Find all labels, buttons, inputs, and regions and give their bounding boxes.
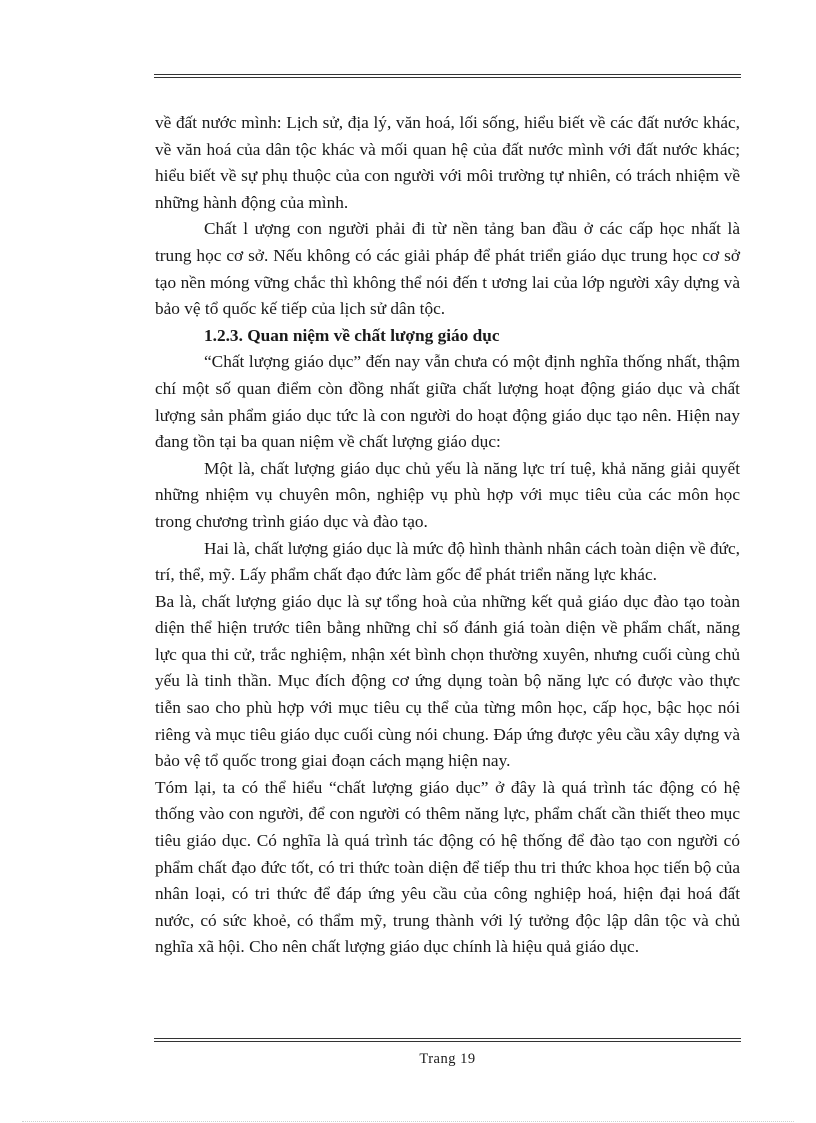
footer-rule-top [154, 1038, 741, 1039]
paragraph-2: Chất l ượng con người phải đi từ nền tảng ban đầu ở các cấp học nhất là trung học cơ sở. Nếu không có các giải pháp để phát triển giáo dục trung học cơ sở tạo nền móng vững chắc thì không thể nói đến t ương lai của lớp người xây dựng và bảo vệ tổ quốc kế tiếp của lịch sử dân tộc. [155, 219, 740, 319]
paragraph-3: “Chất lượng giáo dục” đến nay vẫn chưa có một định nghĩa thống nhất, thậm chí một số quan điểm còn đồng nhất giữa chất lượng hoạt động giáo dục và chất lượng sản phẩm giáo dục tức là con người do hoạt động giáo dục tạo nên. Hiện nay đang tồn tại ba quan niệm về chất lượng giáo dục: [155, 352, 740, 452]
paragraph-1: về đất nước mình: Lịch sử, địa lý, văn hoá, lối sống, hiểu biết về các đất nước khác, về văn hoá của dân tộc khác và mối quan hệ của đất nước mình với đất nước khác; hiểu biết về sự phụ thuộc của con người với môi trường tự nhiên, có trách nhiệm về những hành động của mình. [155, 113, 740, 212]
page-edge-dotted-line [22, 1121, 794, 1122]
header-rule-bottom [154, 77, 741, 78]
paragraph-4: Một là, chất lượng giáo dục chủ yếu là năng lực trí tuệ, khả năng giải quyết những nhiệm vụ chuyên môn, nghiệp vụ phù hợp với mục tiêu của các môn học trong chương trình giáo dục và đào tạo. [155, 458, 740, 531]
page-number: Trang 19 [419, 1051, 476, 1067]
footer-rule-bottom [154, 1041, 741, 1042]
section-heading: 1.2.3. Quan niệm về chất lượng giáo dục [204, 325, 500, 345]
paragraph-5: Hai là, chất lượng giáo dục là mức độ hình thành nhân cách toàn diện về đức, trí, thể, mỹ. Lấy phẩm chất đạo đức làm gốc để phát triển năng lực khác. [155, 538, 740, 585]
paragraph-7: Tóm lại, ta có thể hiểu “chất lượng giáo dục” ở đây là quá trình tác động có hệ thống vào con người, để con người có thêm năng lực, phẩm chất cần thiết theo mục tiêu giáo dục. Có nghĩa là quá trình tác động có hệ thống để đào tạo con người có phẩm chất đạo đức tốt, có tri thức toàn diện để tiếp thu tri thức khoa học tiến bộ của nhân loại, có tri thức để đáp ứng yêu cầu của công nghiệp hoá, hiện đại hoá đất nước, có sức khoẻ, có thẩm mỹ, trung thành với lý tưởng độc lập dân tộc và chủ nghĩa xã hội. Cho nên chất lượng giáo dục chính là hiệu quả giáo dục. [155, 777, 740, 957]
page-body [155, 110, 740, 961]
header-rule-top [154, 74, 741, 75]
paragraph-6: Ba là, chất lượng giáo dục là sự tổng hoà của những kết quả giáo dục đào tạo toàn diện thể hiện trước tiên bằng những chỉ số đánh giá toàn diện về phẩm chất, năng lực qua thi cử, trắc nghiệm, nhận xét bình chọn thường xuyên, nhưng cuối cùng chủ yếu là tinh thần. Mục đích động cơ ứng dụng toàn bộ năng lực có được vào thực tiễn sao cho phù hợp với mục tiêu cụ thể của từng môn học, cấp học, bậc học nói riêng và mục tiêu giáo dục cuối cùng nói chung. Đáp ứng được yêu cầu xây dựng và bảo vệ tổ quốc trong giai đoạn cách mạng hiện nay. [155, 591, 740, 771]
